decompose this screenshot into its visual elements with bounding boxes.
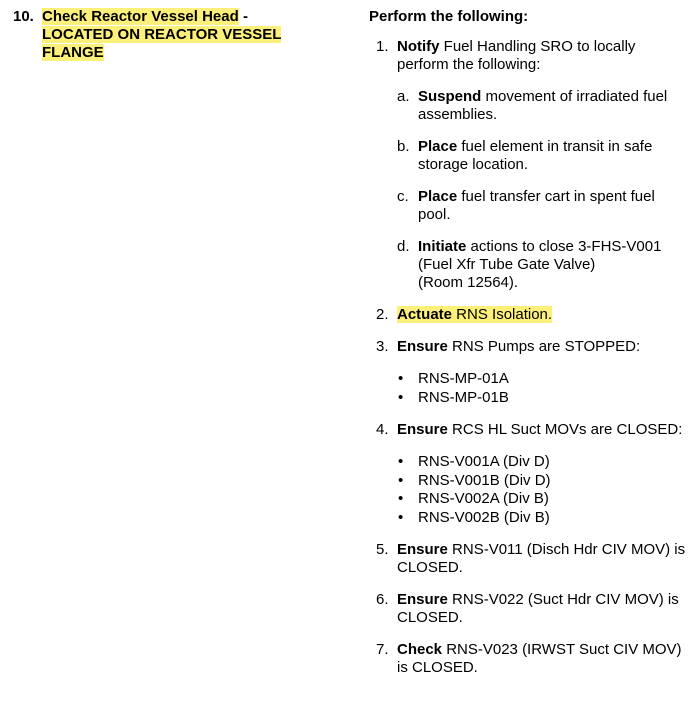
item-verb: Ensure bbox=[397, 591, 448, 608]
response-item-7 bbox=[369, 641, 687, 677]
item-text: RNS Pumps are STOPPED: bbox=[447, 338, 641, 355]
bullet-icon: • bbox=[398, 388, 404, 406]
bullet-item bbox=[397, 389, 687, 408]
step-number: 10. bbox=[13, 8, 34, 25]
item-number: 5. bbox=[376, 541, 389, 558]
bullet-text: RNS-MP-01A bbox=[418, 370, 509, 387]
bullet-list bbox=[397, 453, 687, 527]
bullet-text: RNS-V002B (Div B) bbox=[418, 508, 550, 526]
item-text: RNS-V011 (Disch Hdr CIV MOV) is CLOSED. bbox=[397, 541, 686, 576]
sub-step-verb: Initiate bbox=[418, 238, 467, 255]
bullet-text: RNS-V002A (Div B) bbox=[418, 490, 549, 507]
sub-step-text: actions to close 3-FHS-V001 bbox=[466, 238, 662, 255]
bullet-item bbox=[397, 370, 687, 389]
item-number: 2. bbox=[376, 306, 389, 323]
sub-step-verb: Place bbox=[418, 188, 458, 205]
sub-step-letter: b. bbox=[397, 138, 410, 155]
item-number: 4. bbox=[376, 421, 389, 438]
bullet-item bbox=[397, 472, 687, 491]
sub-step-letter: c. bbox=[397, 188, 409, 205]
sub-step-verb: Place bbox=[418, 138, 458, 155]
item-text: RNS-V023 (IRWST Suct CIV MOV) is CLOSED. bbox=[397, 641, 682, 676]
item-text: Fuel Handling SRO to locally perform the following: bbox=[397, 38, 636, 73]
item-text: RCS HL Suct MOVs are CLOSED: bbox=[447, 421, 683, 438]
response-item-5 bbox=[369, 541, 687, 577]
bullet-icon: • bbox=[398, 453, 404, 470]
response-column bbox=[369, 8, 687, 691]
item-verb: Ensure bbox=[397, 338, 448, 355]
response-header: Perform the following: bbox=[369, 8, 529, 25]
sub-step-text-line3: (Room 12564). bbox=[418, 274, 519, 291]
sub-step-b bbox=[397, 138, 687, 174]
sub-step-letter: a. bbox=[397, 88, 410, 105]
bullet-icon: • bbox=[398, 508, 404, 526]
step-title bbox=[42, 8, 312, 62]
sub-step-text-line2: (Fuel Xfr Tube Gate Valve) bbox=[418, 256, 596, 273]
response-item-2 bbox=[369, 306, 687, 324]
bullet-item bbox=[397, 509, 687, 528]
bullet-text: RNS-V001B (Div D) bbox=[418, 471, 551, 489]
response-item-4 bbox=[369, 421, 687, 527]
item-number: 3. bbox=[376, 338, 389, 355]
bullet-item bbox=[397, 490, 687, 509]
bullet-item bbox=[397, 453, 687, 472]
item-number: 7. bbox=[376, 641, 389, 658]
bullet-list bbox=[397, 370, 687, 407]
sub-step-d bbox=[397, 238, 687, 292]
item-verb: Ensure bbox=[397, 421, 448, 438]
item-verb: Actuate bbox=[397, 306, 453, 323]
step-title-main: Check Reactor Vessel Head bbox=[42, 8, 239, 25]
item-number: 6. bbox=[376, 591, 389, 608]
sub-step-text: movement of irradiated fuel assemblies. bbox=[418, 88, 668, 123]
response-item-1 bbox=[369, 38, 687, 292]
bullet-icon: • bbox=[398, 370, 404, 387]
bullet-text: RNS-V001A (Div D) bbox=[418, 453, 550, 470]
item-verb: Notify bbox=[397, 38, 440, 55]
sub-step-letter: d. bbox=[397, 238, 410, 255]
step-title-separator: - bbox=[238, 8, 248, 25]
item-number: 1. bbox=[376, 38, 389, 55]
sub-step-text: fuel transfer cart in spent fuel pool. bbox=[418, 188, 655, 223]
bullet-icon: • bbox=[398, 490, 404, 507]
bullet-text: RNS-MP-01B bbox=[418, 388, 509, 406]
sub-step-verb: Suspend bbox=[418, 88, 482, 105]
sub-step-a bbox=[397, 88, 687, 124]
highlighted-action bbox=[397, 306, 552, 323]
bullet-icon: • bbox=[398, 471, 404, 489]
sub-step-text: fuel element in transit in safe storage location. bbox=[418, 138, 653, 173]
sub-step-c bbox=[397, 188, 687, 224]
response-item-6 bbox=[369, 591, 687, 627]
response-item-3 bbox=[369, 338, 687, 407]
item-text: RNS Isolation. bbox=[452, 306, 553, 323]
item-text: RNS-V022 (Suct Hdr CIV MOV) is CLOSED. bbox=[397, 591, 679, 626]
item-verb: Check bbox=[397, 641, 443, 658]
step-title-location: LOCATED ON REACTOR VESSEL FLANGE bbox=[42, 26, 282, 61]
item-verb: Ensure bbox=[397, 541, 448, 558]
sub-step-list bbox=[397, 88, 687, 292]
